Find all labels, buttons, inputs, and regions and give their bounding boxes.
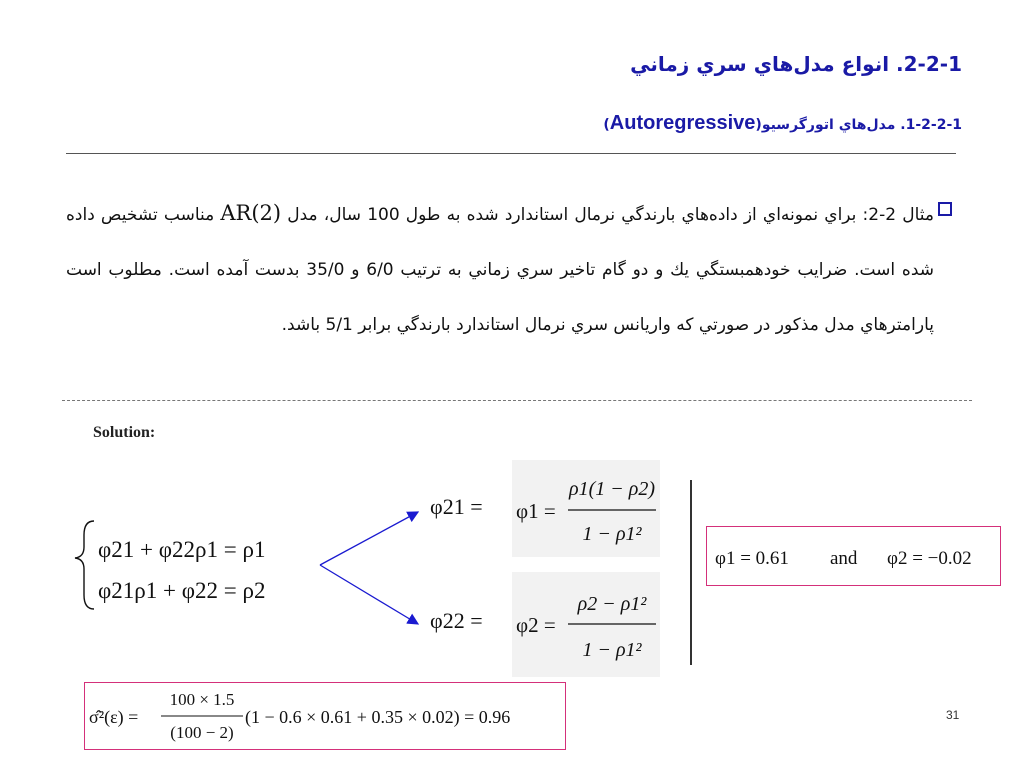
checkbox-bullet-icon [938,202,952,216]
variance-frac-num: 100 × 1.5 [169,690,235,709]
formula-phi1 [512,460,660,557]
paren-open: ( [755,117,762,133]
title-divider [66,153,956,154]
vertical-divider [690,480,692,665]
formula2-denominator: 1 − ρ1² [582,639,642,661]
left-brace-icon [75,521,94,609]
formula1-numerator: ρ1(1 − ρ2) [568,478,656,500]
phi22-label: φ22 = [430,608,483,633]
result-phi1: φ1 = 0.61 [715,548,789,569]
formula-phi2 [512,572,660,677]
subsection-title-fa: 1-2-2-1. مدل‌هاي اتورگرسيو [761,117,962,133]
result-and: and [830,548,858,569]
system-eq2: φ21ρ1 + φ22 = ρ2 [98,578,266,603]
example-paragraph [66,186,934,353]
paren-close: ) [603,117,610,133]
system-eq1: φ21 + φ22ρ1 = ρ1 [98,537,266,562]
variance-frac-den: (100 − 2) [170,723,234,742]
result-box [706,526,1001,586]
variance-box [84,682,566,750]
formula2-lhs: φ2 = [516,613,556,637]
formula1-denominator: 1 − ρ1² [582,523,642,545]
model-label: AR(2) [220,201,282,225]
subsection-title [62,112,962,135]
arrow-to-phi21-icon [320,512,418,565]
example-text-part1: مثال 2-2: براي نمونه‌اي از داده‌هاي بارندگي نرمال استاندارد شده به طول 100 سال، مدل [281,205,934,225]
page-number: 31 [946,708,960,722]
phi21-label: φ21 = [430,494,483,519]
arrow-to-phi22-icon [320,565,418,624]
variance-lhs: σ̂²(ε) = [89,707,139,727]
formula1-lhs: φ1 = [516,499,556,523]
arrows [290,500,435,630]
solution-label: Solution: [93,424,156,441]
dashed-divider [62,400,972,401]
variance-rhs: (1 − 0.6 × 0.61 + 0.35 × 0.02) = 0.96 [245,707,511,727]
subsection-title-en: Autoregressive [609,112,756,134]
formula2-numerator: ρ2 − ρ1² [577,593,647,615]
result-phi2: φ2 = −0.02 [887,548,972,569]
section-title: 2-2-1. انواع مدل‌هاي سري زماني [630,52,962,76]
yule-walker-system [70,495,310,620]
example-text-part2: مناسب تشخيص داده شده است. ضرايب خودهمبستگي يك و دو گام تاخير سري زماني به ترتيب 6/0 و 35/0 بدست آمده است. مطلوب است پارامترهاي مدل مذكور در صورتي كه واريانس سري نرمال استاندارد بارندگي برابر 5/1 باشد. [66,205,934,335]
